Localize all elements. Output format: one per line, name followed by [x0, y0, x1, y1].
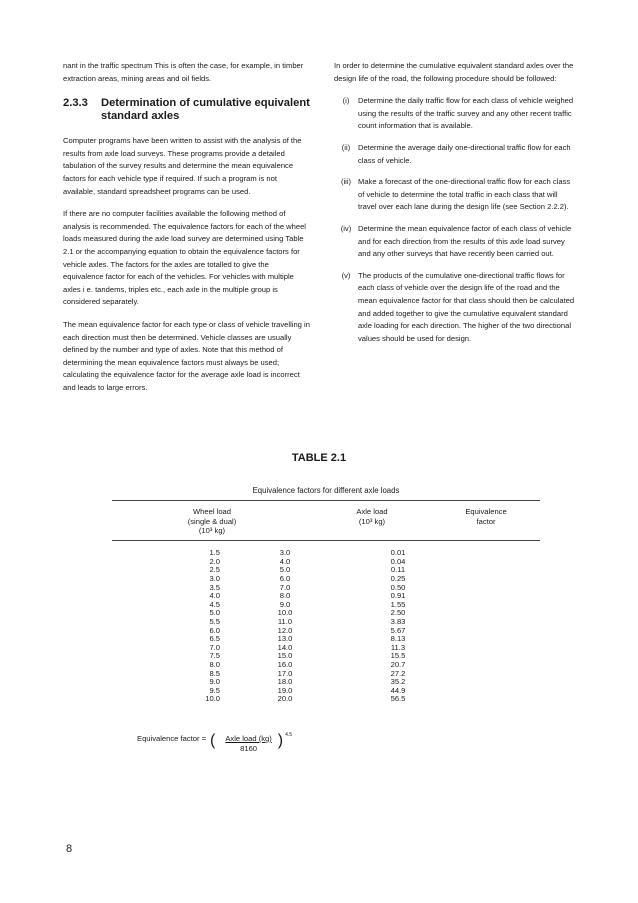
paragraph-continuation: nant in the traffic spectrum This is often the case, for example, in timber extraction areas, mining areas and oil fields.	[63, 61, 304, 83]
wheel-load-cell: 4.5	[209, 599, 220, 609]
table-row	[112, 549, 540, 558]
table-header	[112, 501, 540, 540]
table-row	[112, 661, 540, 670]
axle-load-cell: 5.0	[279, 565, 291, 575]
paragraph: The mean equivalence factor for each type or class of vehicle travelling in each direction must then be determined. Vehicle classes are usually defined by the number and type of axles. Note that this method of determining the mean equivalence factors must always be used; calculating the equivalence factor for the average axle load is incorrect and leads to large errors.	[63, 319, 310, 392]
procedure-step	[334, 223, 578, 261]
header-equivalence-factor: Equivalence factor	[465, 506, 507, 526]
step-text: Determine the average daily one-directional traffic flow for each class of vehicle.	[358, 142, 571, 165]
axle-load-cell: 17.0	[277, 668, 293, 678]
table-row	[112, 566, 540, 575]
equivalence-factor-cell: 3.83	[390, 616, 406, 626]
step-marker: (v)	[341, 270, 351, 280]
table-row	[112, 592, 540, 601]
paragraph: Computer programs have been written to assist with the analysis of the results from axle load surveys. These programs provide a detailed tabulation of the survey results and determine the mean equivalence factors for each vehicle type if required. If such a program is not available, standard spreadsheet programs can be used.	[63, 136, 302, 196]
left-column	[63, 60, 310, 404]
wheel-load-cell: 10.0	[205, 694, 220, 704]
section-title: Determination of cumulative equivalent standard axles	[101, 97, 310, 123]
header-axle-load: Axle load (10³ kg)	[356, 506, 388, 526]
procedure-step	[334, 176, 578, 214]
section-heading	[63, 97, 310, 123]
right-column	[334, 60, 578, 354]
equivalence-factor-cell: 1.55	[390, 599, 406, 609]
step-text: Make a forecast of the one-directional traffic flow for each class of vehicle to determine the total traffic in each class that will travel over each lane during the design life (see Section 2.2.2).	[358, 177, 571, 212]
table-row	[112, 627, 540, 636]
table-row	[112, 687, 540, 696]
axle-load-cell: 14.0	[277, 642, 293, 652]
wheel-load-cell: 8.5	[209, 668, 220, 678]
procedure-step	[334, 95, 578, 133]
table-row	[112, 670, 540, 679]
equivalence-factor-cell: 0.04	[390, 556, 406, 566]
table-row	[112, 678, 540, 687]
wheel-load-cell: 5.0	[209, 608, 220, 618]
wheel-load-cell: 9.5	[209, 685, 220, 695]
page-number: 8	[66, 843, 73, 855]
formula-exponent: 4.5	[285, 732, 293, 738]
procedure-intro: In order to determine the cumulative equivalent standard axles over the design life of the road, the following procedure should be followed:	[334, 61, 574, 83]
equivalence-factor-cell: 35.2	[390, 677, 406, 687]
equivalence-factor-cell: 27.2	[390, 668, 406, 678]
wheel-load-cell: 2.0	[209, 556, 220, 566]
wheel-load-cell: 6.5	[209, 634, 220, 644]
wheel-load-cell: 2.5	[209, 565, 220, 575]
table-row	[112, 635, 540, 644]
table-title: TABLE 2.1	[291, 452, 347, 464]
step-marker: (i)	[342, 96, 350, 106]
axle-load-cell: 4.0	[279, 556, 291, 566]
table-row	[112, 601, 540, 610]
axle-load-cell: 8.0	[279, 591, 291, 601]
equivalence-factor-cell: 0.50	[390, 582, 406, 592]
step-marker: (iii)	[340, 177, 352, 187]
header-wheel-load: Wheel load (single & dual) (10³ kg)	[187, 506, 237, 536]
axle-load-cell: 11.0	[277, 616, 293, 626]
procedure-step	[334, 142, 578, 167]
wheel-load-cell: 6.0	[209, 625, 220, 635]
axle-load-cell: 12.0	[277, 625, 293, 635]
axle-load-cell: 18.0	[277, 677, 293, 687]
wheel-load-cell: 3.5	[209, 582, 220, 592]
wheel-load-cell: 7.5	[209, 651, 220, 661]
formula-denominator: 8160	[240, 744, 258, 753]
table-row	[112, 584, 540, 593]
axle-load-cell: 3.0	[279, 548, 291, 558]
equivalence-factor-cell: 56.5	[390, 694, 406, 704]
formula-numerator: Axle load (kg)	[225, 734, 272, 743]
step-text: Determine the daily traffic flow for each class of vehicle weighed using the results of the traffic survey and any other recent traffic count information that is available.	[358, 96, 574, 131]
equivalence-factor-cell: 15.5	[390, 651, 406, 661]
wheel-load-cell: 5.5	[209, 616, 220, 626]
equivalence-factor-cell: 11.3	[390, 642, 406, 652]
wheel-load-cell: 1.5	[209, 548, 220, 558]
equivalence-factor-cell: 44.9	[390, 685, 406, 695]
table-row	[112, 575, 540, 584]
axle-load-cell: 16.0	[277, 659, 293, 669]
axle-load-cell: 19.0	[277, 685, 293, 695]
step-text: The products of the cumulative one-directional traffic flows for each class of vehicle over the design life of the road and the mean equivalence factor for that class should then be calculated and added together to give the cumulative equivalent standard axle loading for each direction. The higher of the two directional values should be used for design.	[358, 270, 575, 343]
formula-paren-left: (	[210, 732, 216, 749]
step-text: Determine the mean equivalence factor of each class of vehicle and for each direction from the results of this axle load survey and any other surveys that have recently been carried out.	[358, 223, 572, 259]
table-row	[112, 652, 540, 661]
wheel-load-cell: 8.0	[209, 659, 220, 669]
axle-load-cell: 15.0	[277, 651, 293, 661]
paragraph: If there are no computer facilities available the following method of analysis is recommended. The equivalence factors for each of the wheel loads measured during the axle load survey are determined using Table 2.1 or the accompanying equation to obtain the equivalence factors for vehicle axles. The factors for the axles are totalled to give the equivalence factor for each of the vehicles. For vehicles with multiple axles i e. tandems, triples etc., each axle in the multiple group is considered separately.	[63, 209, 306, 307]
wheel-load-cell: 4.0	[209, 591, 220, 601]
formula-fraction	[219, 734, 277, 753]
equivalence-factor-cell: 0.01	[390, 548, 406, 558]
procedure-step	[334, 270, 578, 346]
axle-load-cell: 9.0	[279, 599, 291, 609]
equivalence-factor-cell: 0.25	[390, 573, 406, 583]
axle-load-cell: 20.0	[277, 694, 293, 704]
equivalence-factor-cell: 20.7	[390, 659, 406, 669]
wheel-load-cell: 9.0	[209, 677, 220, 687]
equivalence-factor-cell: 0.91	[390, 591, 406, 601]
table-row	[112, 558, 540, 567]
step-marker: (iv)	[340, 223, 352, 233]
axle-load-cell: 7.0	[279, 582, 291, 592]
section-number: 2.3.3	[63, 97, 88, 110]
wheel-load-cell: 7.0	[209, 642, 220, 652]
table-row	[112, 618, 540, 627]
table-row	[112, 695, 540, 704]
formula-label: Equivalence factor =	[137, 734, 207, 743]
equivalence-factor-cell: 8.13	[390, 634, 406, 644]
formula-paren-right: )	[277, 732, 284, 749]
table-row	[112, 609, 540, 618]
axle-load-cell: 6.0	[279, 573, 291, 583]
equivalence-factor-cell: 5.67	[390, 625, 406, 635]
equivalence-formula	[137, 734, 292, 753]
axle-load-cell: 10.0	[277, 608, 293, 618]
equivalence-factor-cell: 0.11	[390, 565, 406, 575]
equivalence-table	[112, 486, 540, 704]
table-body	[112, 541, 540, 704]
wheel-load-cell: 3.0	[209, 573, 220, 583]
step-marker: (ii)	[341, 142, 351, 152]
axle-load-cell: 13.0	[277, 634, 293, 644]
table-row	[112, 644, 540, 653]
procedure-list	[334, 95, 578, 345]
equivalence-factor-cell: 2.50	[390, 608, 406, 618]
table-caption: Equivalence factors for different axle loads	[252, 486, 400, 495]
